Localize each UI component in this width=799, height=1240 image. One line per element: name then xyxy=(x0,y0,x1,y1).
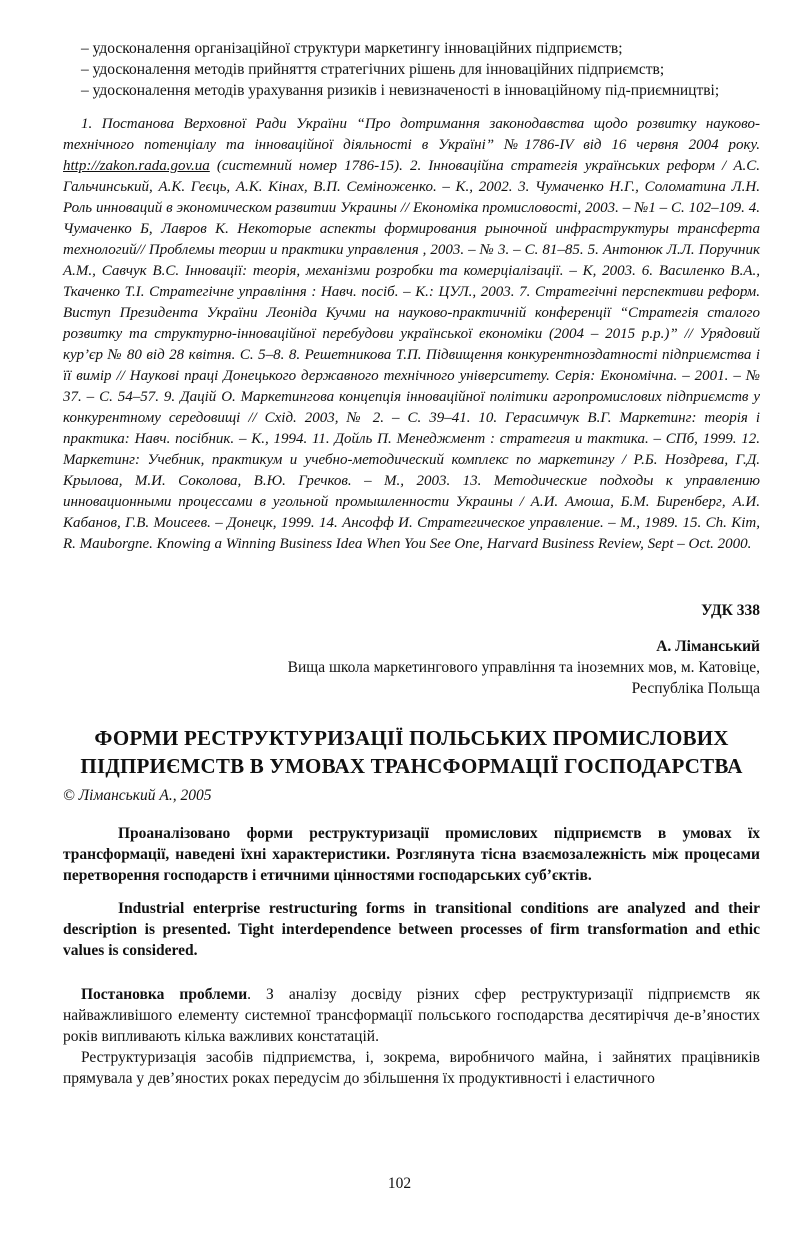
affiliation: Вища школа маркетингового управління та іноземних мов, м. Катовіце, xyxy=(287,659,760,676)
abstract-english: Industrial enterprise restructuring forms in transitional conditions are analyzed and their description is presented. Tight interdependence between processes of firm transformation and ethic values is considered. xyxy=(63,900,760,959)
list-item: – удосконалення організаційної структури маркетингу інноваційних підприємств; xyxy=(81,40,623,57)
list-item: – удосконалення методів прийняття стратегічних рішень для інноваційних підприємств; xyxy=(81,61,665,78)
author-name: А. Ліманський xyxy=(656,638,760,655)
article-title-line: ПІДПРИЄМСТВ В УМОВАХ ТРАНСФОРМАЦІЇ ГОСПОДАРСТВА xyxy=(80,754,743,778)
references xyxy=(63,114,760,555)
affiliation-country: Республіка Польща xyxy=(631,680,760,697)
copyright: © Ліманський А., 2005 xyxy=(63,787,212,804)
references-text: (системний номер 1786-15). 2. Інноваційна стратегія українських реформ / А.С. Гальчинський, А.К. Геєць, А.К. Кінах, В.П. Семіноженко. – К., 2002. 3. Чумаченко Н.Г., Соломатина Л.Н. Роль инноваций в экономическом развитии Украины // Економіка промисловості, 2003. – №1 – С. 102–109. 4. Чумаченко Б, Лавров К. Некоторые аспекты формирования рыночной инфраструктуры трансферта технологий// Проблемы теории и практики управления , 2003. – № 3. – С. 81–85. 5. Антонюк Л.Л. Поручник А.М., Савчук В.С. Інновації: теорія, механізми розробки та комерціалізації. – К, 2003. 6. Василенко В.А., Ткаченко Т.І. Стратегічне управління : Навч. посіб. – К.: ЦУЛ., 2003. 7. Стратегічні перспективи реформ. Виступ Президента України Леоніда Кучми на науково-практичній конференції “Стратегія сталого розвитку та структурно-інноваційної перебудови української економіки (2004 – 2015 р.р.)” // Урядовий кур’єр № 80 від 28 квітня. С. 5–8. 8. Решетникова Т.П. Підвищення конкурентноздатності підприємства і її вимір // Наукові праці Донецького державного технічного університету. Серія: Економічна. – 2001. – № 37. – С. 54–57. 9. Дацій О. Маркетингова концепція інноваційної політики агропромислових підприємств у конкурентному середовищі // Схід. 2003, № 2. – С. 39–41. 10. Герасимчук В.Г. Маркетинг: теорія і практика: Навч. посібник. – К., 1994. 11. Дойль П. Менеджмент : стратегия и тактика. – СПб, 1999. 12. Маркетинг: Учебник, практикум и учебно-методический комплекс по маркетингу / Р.Б. Ноздрева, Г.Д. Крылова, М.И. Соколова, В.Ю. Гречков. – М., 2003. 13. Методические подходы к управлению инновационными процессами в угольной промышленности Украины / А.И. Амоша, Б.М. Биренберг, А.И. Кабанов, Г.В. Моисеев. – Донецк, 1999. 14. Ансофф И. Стратегическое управление. – М., 1989. 15. Ch. Kim, R. Mauborgne. Knowing a Winning Business Idea When You See One, Harvard Business Review, Sept – Oct. 2000. xyxy=(63,158,760,552)
page-content xyxy=(63,38,760,1089)
abstract-ukrainian: Проаналізовано форми реструктуризації промислових підприємств в умовах їх трансформації, наведені їхні характеристики. Розглянута тісна взаємозалежність між процесами перетворення господарств і етичними цінностями господарських суб’єктів. xyxy=(63,825,760,884)
references-link[interactable]: http://zakon.rada.gov.ua xyxy=(63,158,210,174)
body-paragraph: Реструктуризація засобів підприємства, і, зокрема, виробничого майна, і зайнятих працівників прямувала у дев’яностих роках передусім до збільшення їх продуктивності і еластичного xyxy=(63,1049,760,1087)
udk-code: УДК 338 xyxy=(701,602,760,619)
body-text: . З аналізу досвіду різних сфер реструктуризації підприємств як найважливішого елементу системної трансформації польського господарства десятиріччя де-в’яностих років випливають кілька важливих констатацій. xyxy=(63,986,760,1045)
article-title xyxy=(63,724,760,780)
page-number: 102 xyxy=(387,1175,412,1192)
list-item: – удосконалення методів урахування ризиків і невизначеності в інноваційному під-приємництві; xyxy=(81,82,720,99)
section-lead: Постановка проблеми xyxy=(81,986,248,1003)
body-paragraph xyxy=(63,984,760,1047)
article-title-line: ФОРМИ РЕСТРУКТУРИЗАЦІЇ ПОЛЬСЬКИХ ПРОМИСЛОВИХ xyxy=(94,726,729,750)
references-text: 1. Постанова Верховної Ради України “Про дотримання законодавства щодо розвитку науково-технічного потенціалу та інноваційної діяльності в Україні” №1786-IV від 16 червня 2004 року. xyxy=(63,116,760,153)
